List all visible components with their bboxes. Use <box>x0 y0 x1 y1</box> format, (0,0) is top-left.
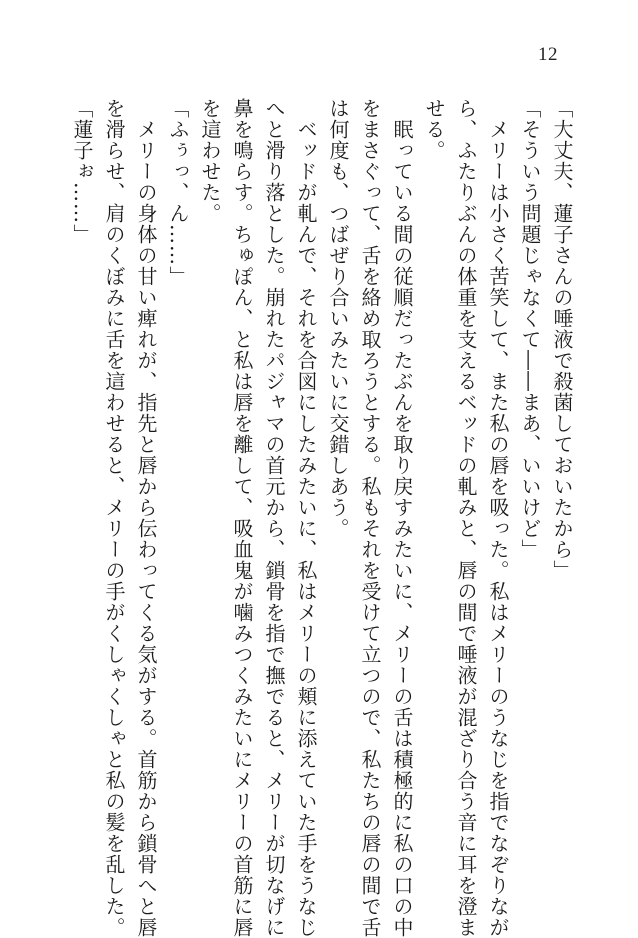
text-line: 「蓮子ぉ……」 <box>70 98 94 245</box>
text-line: 眠っている間の従順だったぶんを取り戻すみたいに、メリーの舌は積極的に私の口の中 <box>390 98 414 938</box>
text-line: せる。 <box>422 98 446 161</box>
text-line: へと滑り落とした。崩れたパジャマの首元から、鎖骨を指で撫でると、メリーが切なげに <box>262 98 286 938</box>
text-line: を這わせた。 <box>198 98 222 224</box>
vertical-text-body <box>66 98 578 938</box>
text-line: メリーは小さく苦笑して、また私の唇を吸った。私はメリーのうなじを指でなぞりなが <box>486 98 510 938</box>
text-line: ら、ふたりぶんの体重を支えるベッドの軋みと、唇の間で唾液が混ざり合う音に耳を澄ま <box>454 98 478 938</box>
text-line: を滑らせ、肩のくぼみに舌を這わせると、メリーの手がくしゃくしゃと私の髪を乱した。 <box>102 98 126 938</box>
page-number: 12 <box>538 44 558 65</box>
text-line: をまさぐって、舌を絡め取ろうとする。私もそれを受けて立つので、私たちの唇の間で舌 <box>358 98 382 938</box>
text-line: 「大丈夫、蓮子さんの唾液で殺菌しておいたから」 <box>550 98 574 581</box>
text-line: メリーの身体の甘い痺れが、指先と唇から伝わってくる気がする。首筋から鎖骨へと唇 <box>134 98 158 938</box>
text-line: 鼻を鳴らす。ちゅぽん、と私は唇を離して、吸血鬼が噛みつくみたいにメリーの首筋に唇 <box>230 98 254 938</box>
text-line: 「そういう問題じゃなくて――まあ、いいけど」 <box>518 98 542 560</box>
text-line: ベッドが軋んで、それを合図にしたみたいに、私はメリーの頬に添えていた手をうなじ <box>294 98 318 938</box>
text-line: は何度も、つばぜり合いみたいに交錯しあう。 <box>326 98 350 539</box>
text-line: 「ふぅっ、ん……」 <box>166 98 190 287</box>
